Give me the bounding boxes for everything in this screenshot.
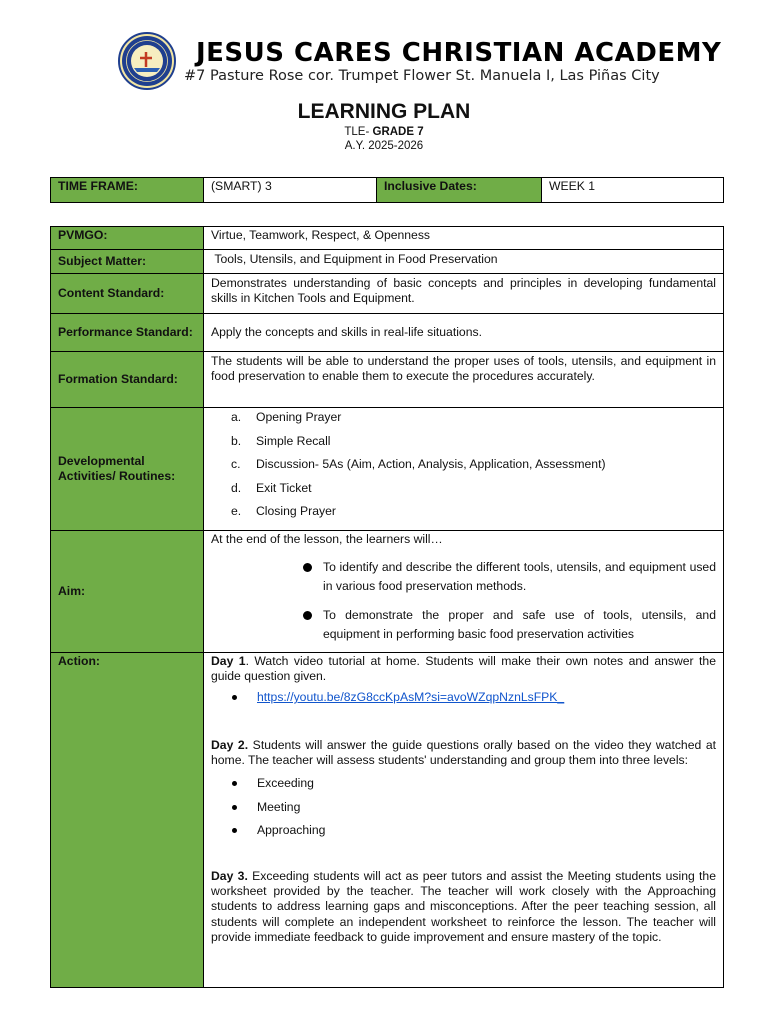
aim-row: [51, 530, 724, 652]
day1-text: . Watch video tutorial at home. Students will make their own notes and answer the guide question given.: [211, 653, 716, 684]
aim-item: [211, 558, 716, 596]
content-standard-value: Demonstrates understanding of basic concepts and principles in developing fundamental skills in Kitchen Tools and Equipment.: [204, 274, 724, 314]
list-item-text: Closing Prayer: [256, 504, 336, 519]
bullet-icon: [303, 563, 312, 572]
list-item: [231, 409, 716, 433]
video-link[interactable]: https://youtu.be/8zG8ccKpAsM?si=avoWZqpNznLsFPK_: [257, 690, 565, 705]
formation-standard-row: [51, 352, 724, 408]
school-name: JESUS CARES CHRISTIAN ACADEMY: [196, 38, 722, 68]
list-item: [231, 433, 716, 457]
timeframe-label: TIME FRAME:: [51, 178, 204, 203]
aim-value: [204, 530, 724, 652]
aim-item-text: To identify and describe the different tools, utensils, and equipment used in various food preservation methods.: [323, 559, 716, 593]
learning-plan-table: [50, 226, 724, 988]
action-label: Action:: [51, 652, 204, 987]
school-year: A.Y. 2025-2026: [344, 140, 424, 152]
formation-standard-value: The students will be able to understand the proper uses of tools, utensils, and equipment in food preservation to enable them to execute the procedures accurately.: [204, 352, 724, 408]
day1-paragraph: [211, 654, 716, 685]
timeframe-table: [50, 177, 724, 203]
formation-standard-label: Formation Standard:: [51, 352, 204, 408]
subject-matter-text: Tools, Utensils, and Equipment in Food Preservation: [214, 252, 498, 266]
aim-item-text: To demonstrate the proper and safe use of tools, utensils, and equipment in performing basic food preservation activities: [323, 607, 716, 641]
day1-label: Day 1: [211, 653, 246, 668]
content-standard-label: Content Standard:: [51, 274, 204, 314]
content-standard-row: [51, 274, 724, 314]
aim-item: [211, 606, 716, 644]
level-text: Exceeding: [257, 776, 314, 791]
list-item: [231, 456, 716, 480]
list-item-text: Opening Prayer: [256, 410, 342, 424]
grade-level: GRADE 7: [372, 126, 424, 138]
list-item: [211, 689, 716, 713]
pvmgo-value: Virtue, Teamwork, Respect, & Openness: [204, 227, 724, 250]
day3-label: Day 3.: [211, 868, 248, 883]
subject-matter-row: [51, 250, 724, 274]
day3-text: Exceeding students will act as peer tutors and assist the Meeting students using the worksheet provided by the teacher. The teacher will work closely with the Approaching students to address learning gaps and misconceptions. After the peer teaching session, all students will complete an independent worksheet to reinforce the lesson. The teacher will provide immediate feedback to guide improvement and ensure mastery of the topic.: [211, 868, 716, 944]
developmental-list: [211, 409, 716, 527]
list-item: [211, 799, 716, 823]
bullet-icon: [232, 781, 237, 786]
developmental-value: [204, 408, 724, 531]
list-item: [231, 503, 716, 527]
list-marker: d.: [231, 480, 242, 495]
action-row: [51, 652, 724, 987]
pvmgo-label: PVMGO:: [51, 227, 204, 250]
list-item-text: Exit Ticket: [256, 480, 312, 495]
subject-grade: [0, 126, 768, 138]
list-marker: b.: [231, 433, 242, 448]
performance-standard-label: Performance Standard:: [51, 314, 204, 352]
list-marker: e.: [231, 504, 242, 519]
levels-list: [211, 775, 716, 846]
document-title: LEARNING PLAN: [297, 100, 471, 123]
school-address: #7 Pasture Rose cor. Trumpet Flower St. Manuela I, Las Piñas City: [184, 68, 660, 84]
inclusive-dates-value: WEEK 1: [542, 178, 724, 203]
aim-label: Aim:: [51, 530, 204, 652]
performance-standard-row: [51, 314, 724, 352]
level-text: Meeting: [257, 799, 301, 814]
bullet-icon: [303, 611, 312, 620]
list-item-text: Simple Recall: [256, 433, 331, 448]
bullet-icon: [232, 805, 237, 810]
day2-text: Students will answer the guide questions orally based on the video they watched at home. The teacher will assess students' understanding and group them into three levels:: [211, 737, 716, 768]
list-item: [211, 775, 716, 799]
day1-link-list: [211, 689, 716, 713]
bullet-icon: [232, 828, 237, 833]
performance-standard-value: Apply the concepts and skills in real-life situations.: [204, 314, 724, 352]
developmental-label: Developmental Activities/ Routines:: [51, 408, 204, 531]
bullet-icon: [232, 695, 237, 700]
subject-matter-label: Subject Matter:: [51, 250, 204, 274]
list-item: [211, 822, 716, 846]
action-value: [204, 652, 724, 987]
aim-intro: At the end of the lesson, the learners will…: [211, 531, 443, 546]
list-marker: a.: [231, 410, 242, 424]
list-marker: c.: [231, 457, 241, 472]
pvmgo-row: [51, 227, 724, 250]
list-item-text: Discussion- 5As (Aim, Action, Analysis, Application, Assessment): [256, 457, 606, 472]
school-seal-icon: [120, 34, 174, 88]
developmental-row: [51, 408, 724, 531]
day3-paragraph: [211, 869, 716, 945]
inclusive-dates-label: Inclusive Dates:: [377, 178, 542, 203]
day2-paragraph: [211, 738, 716, 769]
school-logo: [118, 32, 176, 90]
level-text: Approaching: [257, 823, 326, 838]
subject-matter-value: [204, 250, 724, 274]
subject-prefix: TLE-: [344, 126, 373, 138]
list-item: [231, 480, 716, 504]
timeframe-value: (SMART) 3: [204, 178, 377, 203]
day2-label: Day 2.: [211, 737, 249, 752]
